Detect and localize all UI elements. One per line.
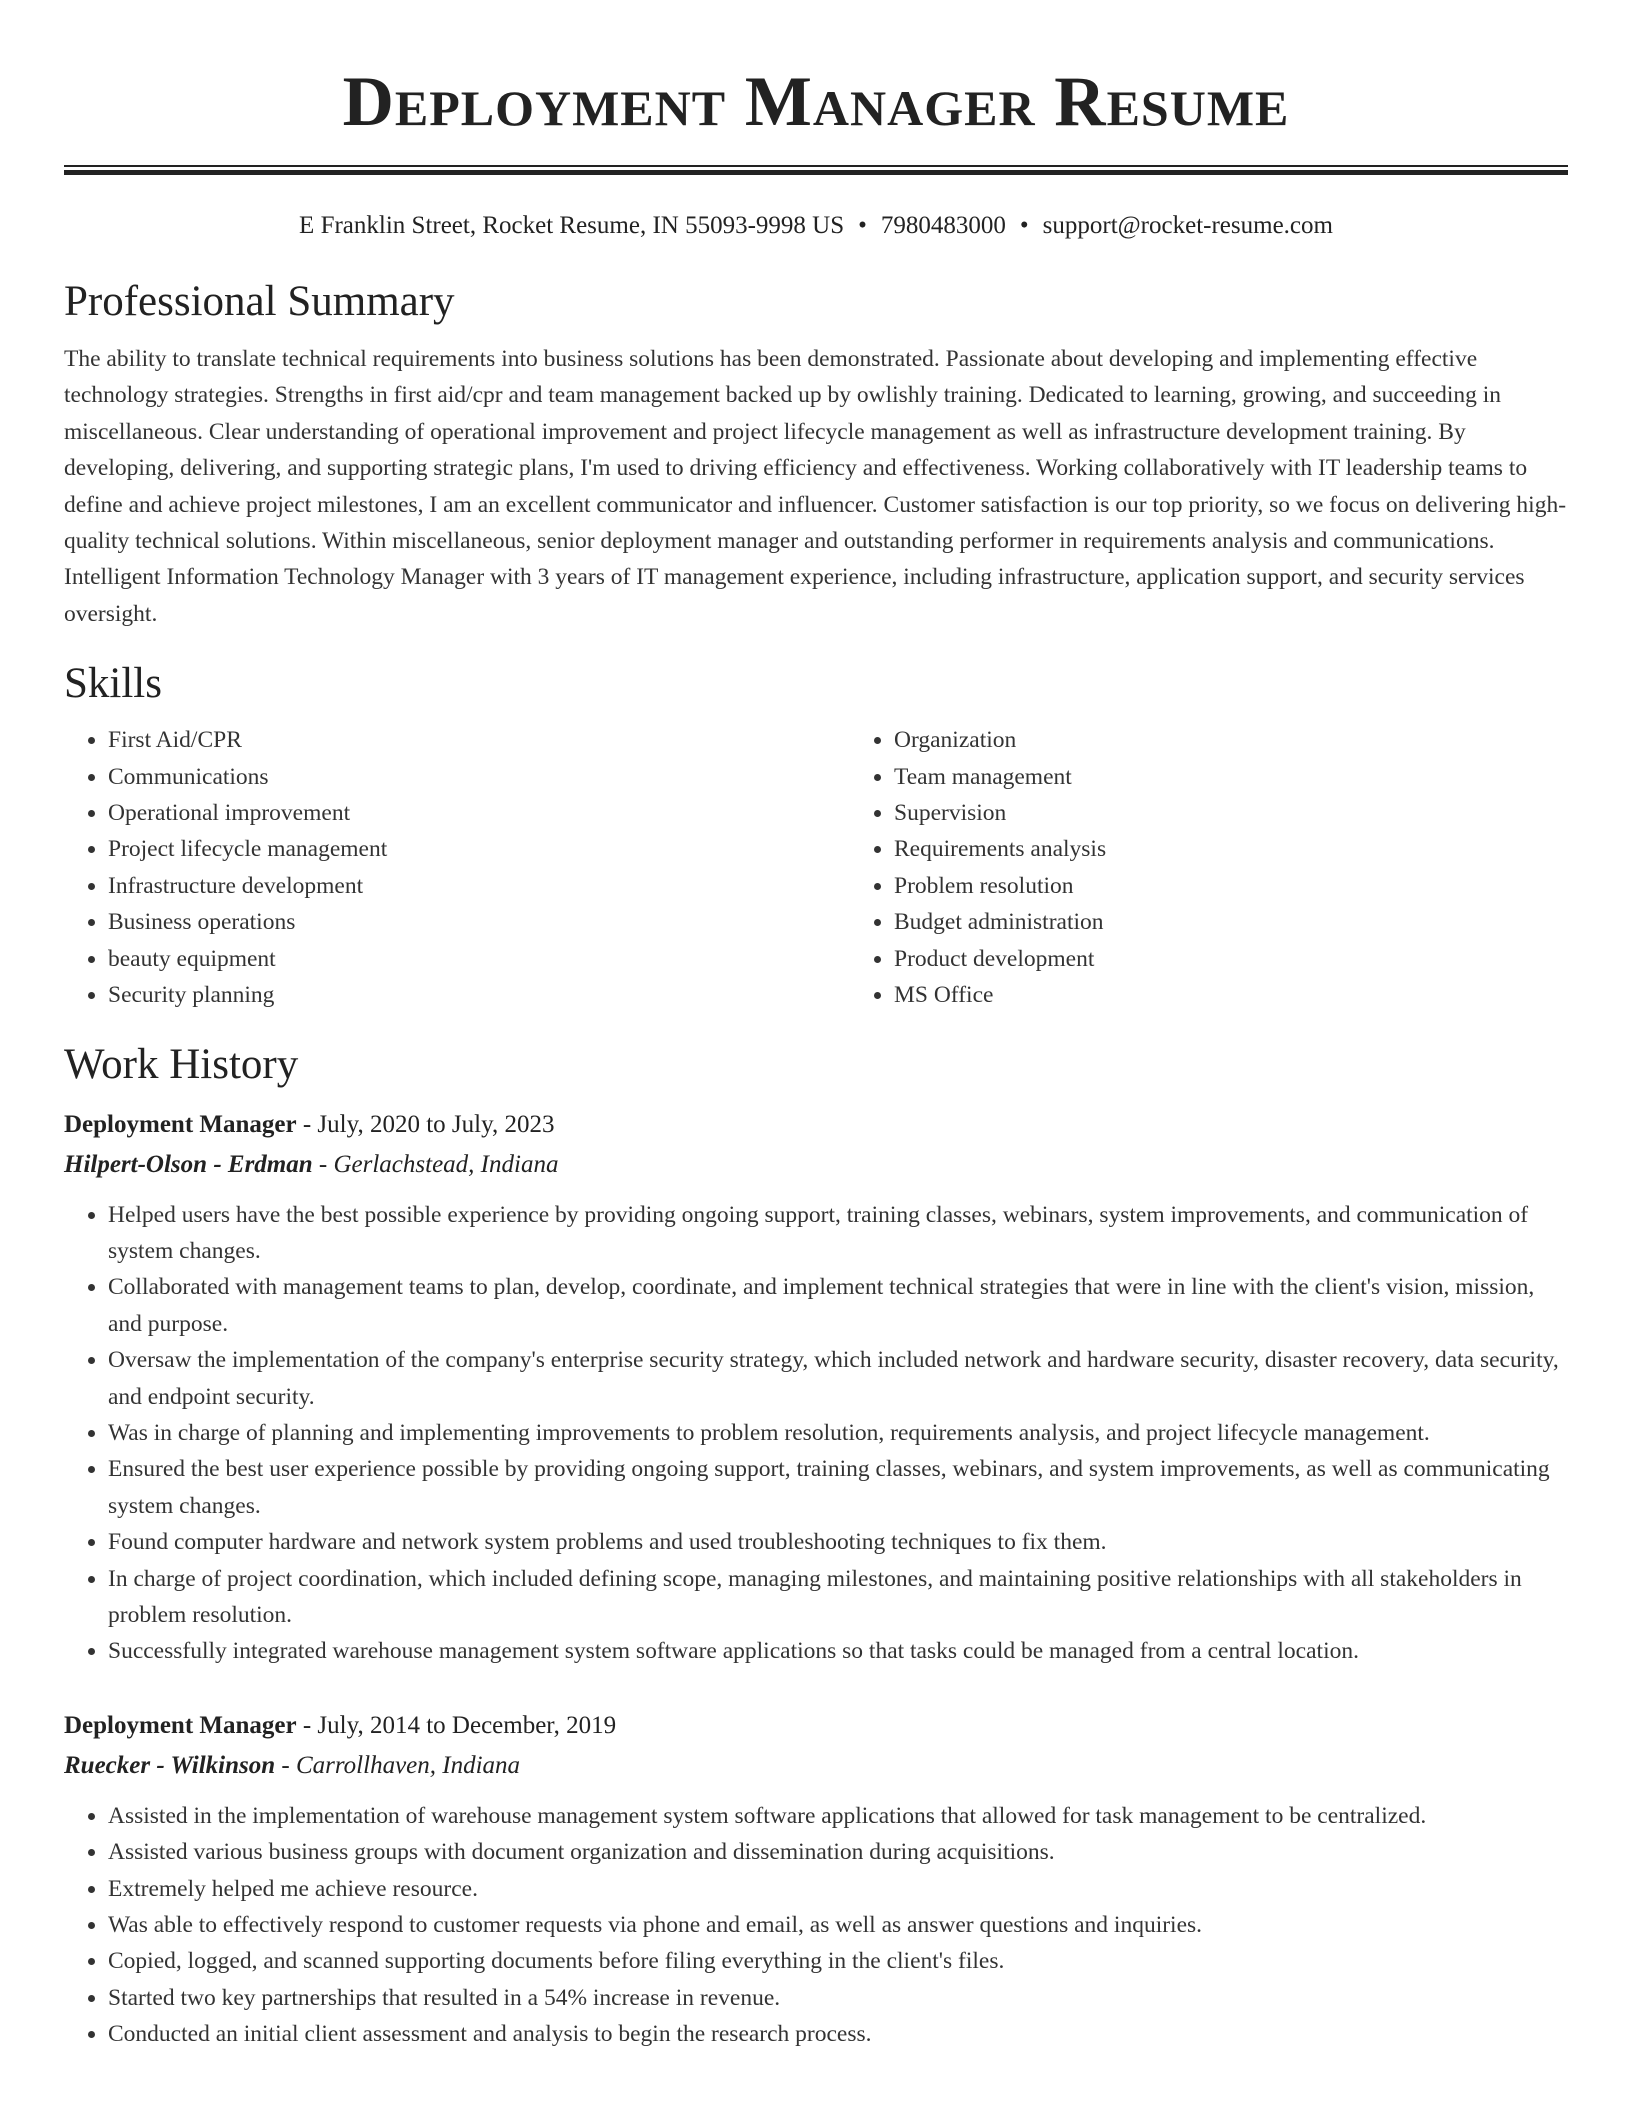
job-bullet: • Collaborated with management teams to plan, develop, coordinate, and implement technical strategies that were in line with the client's vision, mission, and purpose. bbox=[108, 1269, 1568, 1342]
skill-item: • First Aid/CPR bbox=[108, 722, 850, 758]
skill-item: • Product development bbox=[894, 941, 1106, 977]
contact-email: support@rocket-resume.com bbox=[1042, 212, 1333, 239]
skill-item: • MS Office bbox=[894, 977, 1106, 1013]
skill-item: • Business operations bbox=[108, 904, 850, 940]
skill-item: • Requirements analysis bbox=[894, 831, 1106, 867]
job-bullet: • Found computer hardware and network system problems and used troubleshooting techniques to fix them. bbox=[108, 1524, 1568, 1560]
skill-item: • beauty equipment bbox=[108, 941, 850, 977]
resume-title: Deployment Manager Resume bbox=[342, 63, 1290, 141]
skill-item: • Security planning bbox=[108, 977, 850, 1013]
skills-columns bbox=[64, 722, 1568, 1013]
job-bullet-list bbox=[64, 1798, 1568, 2053]
skill-item: • Budget administration bbox=[894, 904, 1106, 940]
job-dates: - July, 2020 to July, 2023 bbox=[296, 1110, 555, 1138]
skill-item: • Infrastructure development bbox=[108, 868, 850, 904]
title-double-rule bbox=[64, 165, 1568, 175]
job-bullet: • Helped users have the best possible experience by providing ongoing support, training classes, webinars, system improvements, and communication of system changes. bbox=[108, 1197, 1568, 1270]
job-bullet: • Extremely helped me achieve resource. bbox=[108, 1871, 1568, 1907]
skill-item: • Operational improvement bbox=[108, 795, 850, 831]
skill-item: • Supervision bbox=[894, 795, 1106, 831]
skills-list-right bbox=[850, 722, 1106, 1013]
job-dates: - July, 2014 to December, 2019 bbox=[296, 1711, 617, 1739]
contact-separator: • bbox=[1019, 212, 1029, 239]
job-bullet: • In charge of project coordination, which included defining scope, managing milestones, and maintaining positive relationships with all stakeholders in problem resolution. bbox=[108, 1561, 1568, 1634]
job-bullet: • Assisted in the implementation of warehouse management system software applications that allowed for task management to be centralized. bbox=[108, 1798, 1568, 1834]
contact-address: E Franklin Street, Rocket Resume, IN 55093-9998 US bbox=[299, 212, 845, 239]
job-bullet: • Was able to effectively respond to customer requests via phone and email, as well as answer questions and inquiries. bbox=[108, 1907, 1568, 1943]
skill-item: • Communications bbox=[108, 759, 850, 795]
job-entry bbox=[64, 1706, 1568, 2053]
work-history-heading: Work History bbox=[64, 1040, 299, 1088]
job-location: - Carrollhaven, Indiana bbox=[275, 1751, 521, 1779]
skills-heading: Skills bbox=[64, 660, 162, 708]
job-bullet-list bbox=[64, 1197, 1568, 1670]
skill-item: • Problem resolution bbox=[894, 868, 1106, 904]
job-bullet: • Ensured the best user experience possible by providing ongoing support, training classes, webinars, and system improvements, as well as communicating system changes. bbox=[108, 1451, 1568, 1524]
job-bullet: • Oversaw the implementation of the company's enterprise security strategy, which included network and hardware security, disaster recovery, data security, and endpoint security. bbox=[108, 1342, 1568, 1415]
contact-line bbox=[64, 210, 1568, 242]
job-title: Deployment Manager bbox=[64, 1711, 297, 1739]
job-bullet: • Successfully integrated warehouse management system software applications so that tasks could be managed from a central location. bbox=[108, 1633, 1568, 1669]
skills-list-left bbox=[64, 722, 850, 1013]
skill-item: • Project lifecycle management bbox=[108, 831, 850, 867]
job-location: - Gerlachstead, Indiana bbox=[312, 1150, 559, 1178]
summary-text: The ability to translate technical requirements into business solutions has been demonstrated. Passionate about developing and implementing effective technology strategies. Strengths in first aid/cpr and team management backed up by owlishly training. Dedicated to learning, growing, and succeeding in miscellaneous. Clear understanding of operational improvement and project lifecycle management as well as infrastructure development training. By developing, delivering, and supporting strategic plans, I'm used to driving efficiency and effectiveness. Working collaboratively with IT leadership teams to define and achieve project milestones, I am an excellent communicator and influencer. Customer satisfaction is our top priority, so we focus on delivering high-quality technical solutions. Within miscellaneous, senior deployment manager and outstanding performer in requirements analysis and communications. Intelligent Information Technology Manager with 3 years of IT management experience, including infrastructure, application support, and security services oversight. bbox=[64, 346, 1567, 627]
contact-phone: 7980483000 bbox=[880, 212, 1006, 239]
job-company-line bbox=[64, 1746, 1568, 1786]
job-bullet: • Copied, logged, and scanned supporting documents before filing everything in the client's files. bbox=[108, 1943, 1568, 1979]
job-bullet: • Assisted various business groups with document organization and dissemination during acquisitions. bbox=[108, 1834, 1568, 1870]
job-title-line bbox=[64, 1105, 1568, 1145]
job-company-line bbox=[64, 1145, 1568, 1185]
job-company: Hilpert-Olson - Erdman bbox=[64, 1150, 313, 1178]
job-company: Ruecker - Wilkinson bbox=[64, 1751, 276, 1779]
skill-item: • Team management bbox=[894, 759, 1106, 795]
job-bullet: • Conducted an initial client assessment and analysis to begin the research process. bbox=[108, 2016, 1568, 2052]
contact-separator: • bbox=[858, 212, 867, 239]
summary-heading: Professional Summary bbox=[64, 278, 455, 325]
job-entry bbox=[64, 1105, 1568, 1670]
job-title: Deployment Manager bbox=[64, 1110, 297, 1138]
job-bullet: • Was in charge of planning and implementing improvements to problem resolution, requirements analysis, and project lifecycle management. bbox=[108, 1415, 1568, 1451]
job-title-line bbox=[64, 1706, 1568, 1746]
skill-item: • Organization bbox=[894, 722, 1106, 758]
job-bullet: • Started two key partnerships that resulted in a 54% increase in revenue. bbox=[108, 1980, 1568, 2016]
